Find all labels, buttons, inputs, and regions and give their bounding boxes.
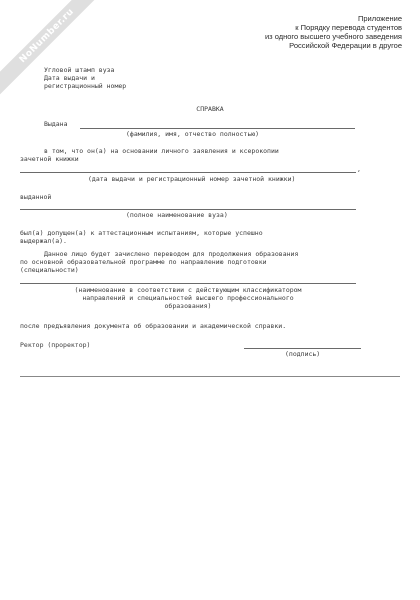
issued-to-caption: (фамилия, имя, отчество полностью) bbox=[126, 130, 260, 138]
header-line: Приложение bbox=[358, 14, 402, 23]
para2-line: был(а) допущен(а) к аттестационным испытаниям, которые успешно bbox=[20, 229, 263, 237]
document-title: СПРАВКА bbox=[196, 105, 224, 113]
record-book-caption: (дата выдачи и регистрационный номер зачетной книжки) bbox=[88, 175, 296, 183]
page-bottom-rule bbox=[20, 376, 400, 377]
para3-line: Данное лицо будет зачислено переводом для продолжения образования bbox=[44, 250, 299, 258]
record-book-line bbox=[20, 172, 356, 173]
university-caption: (полное наименование вуза) bbox=[126, 211, 228, 219]
header-line: к Порядку перевода студентов bbox=[295, 23, 402, 32]
para2-line: выдержал(а). bbox=[20, 237, 67, 245]
signature-line bbox=[244, 348, 361, 349]
program-line bbox=[20, 283, 356, 284]
university-line bbox=[20, 209, 356, 210]
signature-caption: (подпись) bbox=[285, 350, 321, 358]
para3-line: по основной образовательной программе по направлению подготовки bbox=[20, 258, 267, 266]
issued-to-line bbox=[80, 128, 355, 129]
program-caption-line: (наименование в соответствии с действующим классификатором bbox=[74, 286, 302, 294]
para3-line: (специальности) bbox=[20, 266, 79, 274]
issued-to-label: Выдана bbox=[44, 120, 68, 128]
signer-title: Ректор (проректор) bbox=[20, 341, 91, 349]
program-caption-line: образования) bbox=[164, 302, 212, 310]
header-line: из одного высшего учебного заведения bbox=[264, 32, 402, 41]
para1-line: зачетной книжки bbox=[20, 155, 79, 163]
issued-by-label: выданной bbox=[20, 193, 52, 201]
stamp-block bbox=[44, 66, 126, 90]
watermark-text: NoNumber.ru bbox=[17, 6, 77, 66]
program-caption bbox=[20, 286, 356, 310]
stamp-line: Дата выдачи и bbox=[44, 74, 95, 82]
stamp-line: регистрационный номер bbox=[44, 82, 127, 90]
header-line: Российской Федерации в другое bbox=[289, 41, 402, 50]
stamp-line: Угловой штамп вуза bbox=[44, 66, 115, 74]
appendix-header bbox=[265, 14, 402, 50]
para1-line: в том, что он(а) на основании личного заявления и ксерокопии bbox=[44, 147, 279, 155]
para1-comma: , bbox=[357, 165, 361, 173]
program-caption-line: направлений и специальностей высшего профессионального bbox=[82, 294, 294, 302]
closing-text: после предъявления документа об образовании и академической справки. bbox=[20, 322, 287, 330]
